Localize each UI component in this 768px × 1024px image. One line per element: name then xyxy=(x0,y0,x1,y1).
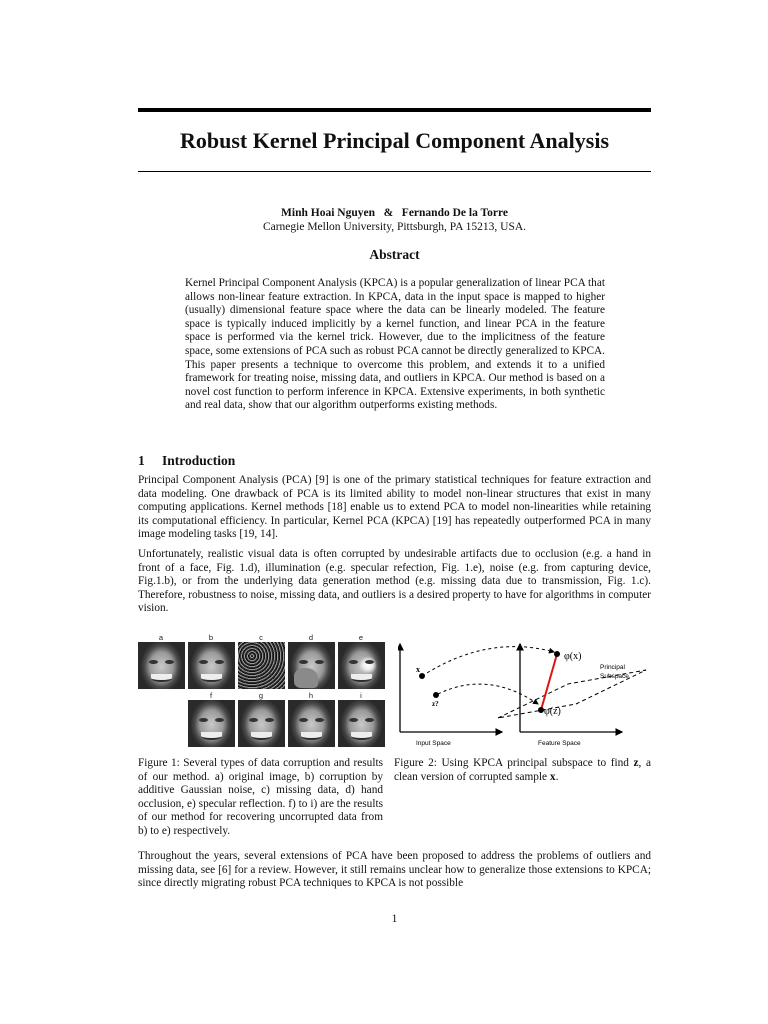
face-image-result-f xyxy=(188,700,235,747)
point-phi-x xyxy=(554,651,560,657)
mapping-curve-z xyxy=(438,684,538,704)
face-image-specular xyxy=(338,642,385,689)
label-feature-space: Feature Space xyxy=(538,740,581,747)
paper-title: Robust Kernel Principal Component Analysis xyxy=(179,128,610,153)
author-names: Minh Hoai Nguyen & Fernando De la Torre xyxy=(281,207,508,219)
intro-paragraph-1: Principal Component Analysis (PCA) [9] is one of the primary statistical techniques for feature extraction and data modeling. One drawback of PCA is its limited ability to model non-linear structures that exist in many computing applications. Kernel methods [18] enable us to extend PCA to model non-linearities while retaining its computational efficiency. In particular, Kernel PCA (KPCA) [19] has repeatedly outperformed PCA in many image modeling tasks [19, 14]. xyxy=(138,474,651,541)
label-z: z? xyxy=(432,700,439,708)
abstract-heading: Abstract xyxy=(369,247,420,262)
intro-paragraph-3: Throughout the years, several extensions of PCA have been proposed to address the problems of outliers and missing data, see [6] for a review. However, it still remains unclear how to generalize those extensions to KPCA; since directly migrating robust PCA techniques to KPCA is not possible xyxy=(138,850,651,890)
figure-2-diagram xyxy=(398,640,650,752)
section-heading-introduction xyxy=(138,453,235,469)
affiliation: Carnegie Mellon University, Pittsburgh, PA 15213, USA. xyxy=(262,221,527,233)
face-image-hand-occlusion xyxy=(288,642,335,689)
mapping-curve-x xyxy=(422,647,554,676)
figure-1-caption: Figure 1: Several types of data corruption and results of our method. a) original image, b) corruption by additive Gaussian noise, c) missing data, d) hand occlusion, e) specular reflection. f) to i) are the results of our method for recovering uncorrupted data from b) to e) respectively. xyxy=(138,757,383,837)
face-label-h: h xyxy=(308,691,314,700)
title-rule-top xyxy=(138,108,651,112)
intro-paragraph-2: Unfortunately, realistic visual data is often corrupted by undesirable artifacts due to occlusion (e.g. a hand in front of a face, Fig. 1.d), illumination (e.g. specular refection, Fig. 1.e), noise (e.g. from capturing device, Fig.1.b), or from the underlying data generation method (e.g. missing data due to transmission, Fig. 1.c). Therefore, robustness to noise, missing data, and outliers is a desired property to have for algorithms in computer vision. xyxy=(138,548,651,615)
projection-line xyxy=(541,654,557,710)
section-title: Introduction xyxy=(162,453,236,468)
title-rule-bottom xyxy=(138,171,651,172)
face-label-b: b xyxy=(208,633,214,642)
label-phi-z: φ(z) xyxy=(544,706,561,717)
face-image-result-g xyxy=(238,700,285,747)
face-label-c: c xyxy=(259,633,263,642)
page-number: 1 xyxy=(391,913,398,925)
label-phi-x: φ(x) xyxy=(564,651,582,662)
label-input-space: Input Space xyxy=(416,740,451,747)
figure-2-caption: Figure 2: Using KPCA principal subspace to find z, a clean version of corrupted sample x. xyxy=(394,757,651,783)
point-z xyxy=(433,692,439,698)
face-label-f: f xyxy=(209,691,213,700)
section-number: 1 xyxy=(138,453,145,468)
label-x: x xyxy=(416,665,420,674)
face-label-d: d xyxy=(308,633,314,642)
face-label-g: g xyxy=(258,691,264,700)
abstract-text: Kernel Principal Component Analysis (KPCA) is a popular generalization of linear PCA that allows non-linear feature extraction. In KPCA, data in the input space is mapped to higher (usually) dimensional feature space where the data can be linearly modeled. The feature space is typically induced implicitly by a kernel function, and linear PCA in the feature space is performed via the kernel trick. However, due to the implicitness of the feature space, some extensions of PCA such as robust PCA cannot be directly generalized to KPCA. This paper presents a technique to overcome this problem, and extends it to a unified framework for treating noise, missing data, and outliers in KPCA. Our method is based on a novel cost function to perform inference in KPCA. Extensive experiments, in both synthetic and real data, show that our algorithm outperforms existing methods. xyxy=(185,277,605,412)
face-label-i: i xyxy=(360,691,362,700)
figure-1 xyxy=(138,633,390,753)
face-image-original xyxy=(138,642,185,689)
face-label-a: a xyxy=(158,633,164,642)
label-principal: Principal xyxy=(600,664,625,671)
face-label-e: e xyxy=(358,633,364,642)
face-image-gaussian-noise xyxy=(188,642,235,689)
face-image-result-h xyxy=(288,700,335,747)
face-image-missing-data xyxy=(238,642,285,689)
face-image-result-i xyxy=(338,700,385,747)
author-block xyxy=(138,206,651,234)
label-subspace: Subspace xyxy=(600,673,629,680)
